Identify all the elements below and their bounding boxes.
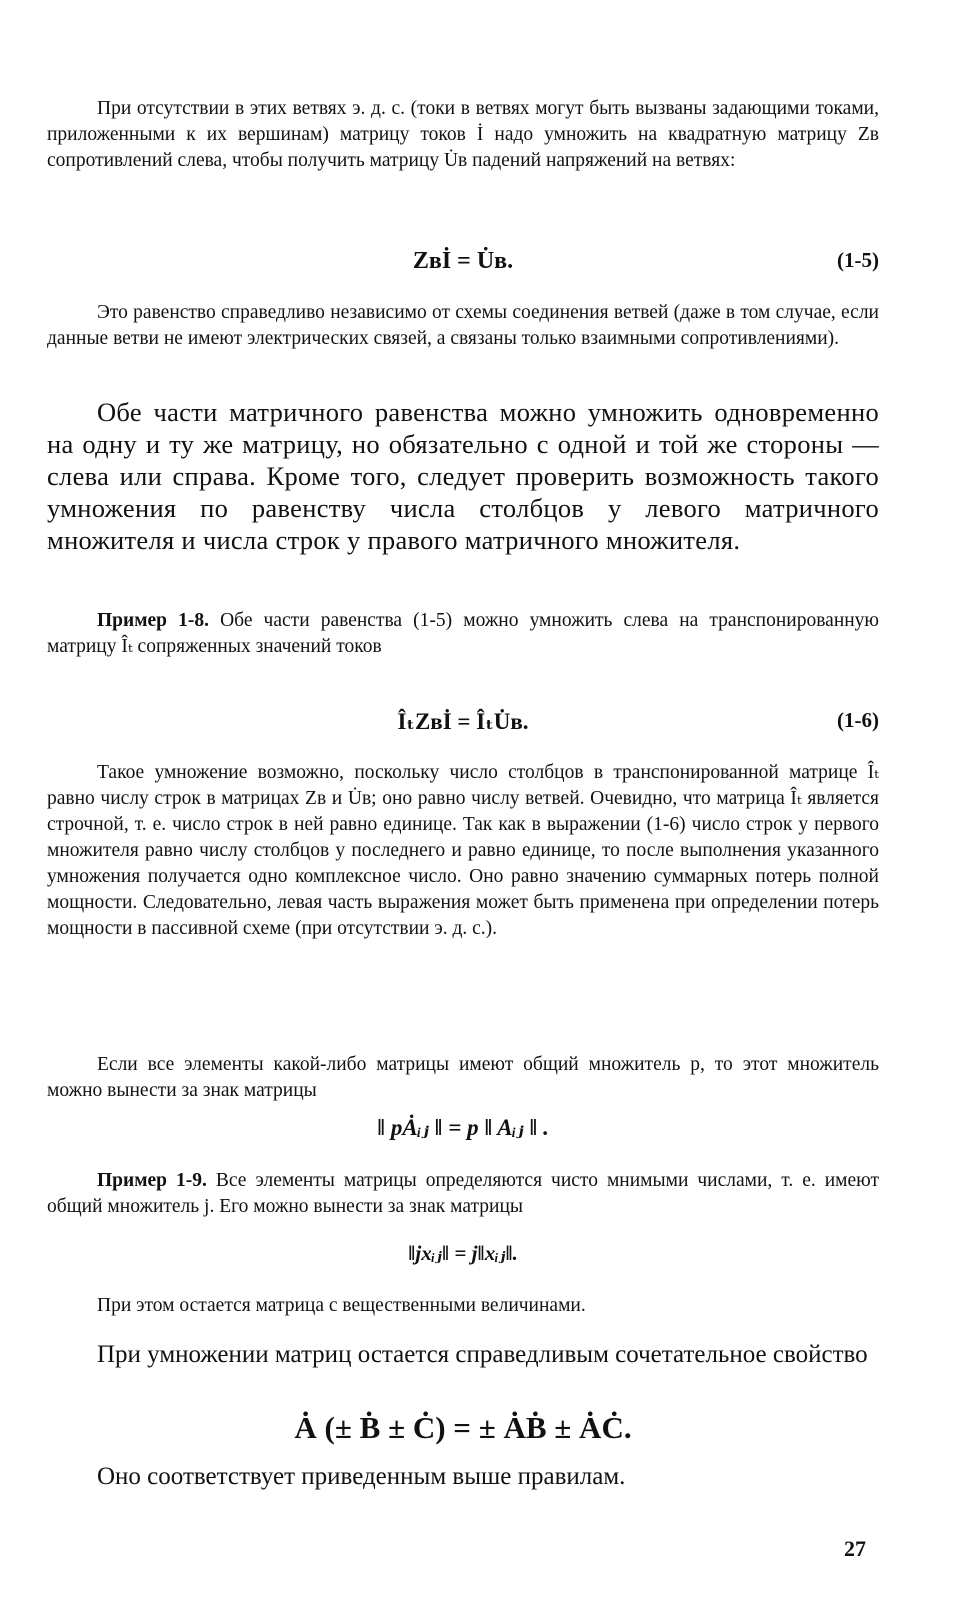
paragraph-equality-note: Это равенство справедливо независимо от схемы соединения ветвей (даже в том случае, если данные ветви не имеют электрических связей, а связаны только взаимными сопротивлениями). — [47, 302, 879, 349]
equation-formula: ÎₜZвİ = ÎₜU̇в. — [397, 709, 529, 734]
example-label: Пример 1-9. — [97, 1170, 207, 1191]
equation-common-factor: ‖ pȦᵢⱼ ‖ = p ‖ Aᵢⱼ ‖ . — [377, 1115, 549, 1140]
example-1-8 — [47, 608, 879, 660]
example-1-9 — [47, 1168, 879, 1220]
paragraph-multiplication-explanation: Такое умножение возможно, поскольку число столбцов в транспонированной матрице Îₜ равно числу строк в матрицах Zв и U̇в; оно равно числу ветвей. Очевидно, что матрица Îₜ является строчной, т. е. число строк в ней равно единице. Так как в выражении (1-6) число строк у первого множителя равно числу столбцов у последнего и равно единице, то после выполнения указанного умножения получается одно комплексное число. Оно равно значению суммарных потерь полной мощности. Следовательно, левая часть выражения может быть применена при определении потерь мощности в пассивной схеме (при отсутствии э. д. с.). — [47, 762, 879, 939]
example-text: Все элементы матрицы определяются чисто мнимыми числами, т. е. имеют общий множитель j. Его можно вынести за знак матрицы — [47, 1170, 880, 1217]
rule-associative-property: При умножении матриц остается справедливым сочетательное свойство — [97, 1341, 868, 1368]
equation-formula: Zвİ = U̇в. — [412, 248, 514, 274]
equation-1-5 — [47, 248, 879, 275]
paragraph-rules-correspond: Оно соответствует приведенным выше правилам. — [97, 1463, 626, 1490]
rule-matrix-equality: Обе части матричного равенства можно умножить одновременно на одну и ту же матрицу, но обязательно с одной и той же стороны — слева или справа. Кроме того, следует проверить возможность такого умножения по равенству числа столбцов у левого матричного множителя и числа строк у правого матричного множителя. — [47, 397, 879, 555]
equation-1-6 — [47, 708, 879, 735]
paragraph-real-values: При этом остается матрица с вещественными величинами. — [97, 1295, 586, 1316]
equation-imaginary-factor: ‖jxᵢⱼ‖ = j‖xᵢⱼ‖. — [408, 1241, 518, 1265]
equation-number: (1-5) — [837, 248, 879, 272]
example-label: Пример 1-8. — [97, 610, 209, 631]
paragraph-common-factor: Если все элементы какой-либо матрицы имеют общий множитель p, то этот множитель можно вынести за знак матрицы — [47, 1054, 879, 1101]
paragraph-intro: При отсутствии в этих ветвях э. д. с. (токи в ветвях могут быть вызваны задающими токами, приложенными к их вершинам) матрицу токов İ надо умножить на квадратную матрицу Zв сопротивлений слева, чтобы получить матрицу U̇в падений напряжений на ветвях: — [47, 98, 879, 171]
equation-number: (1-6) — [837, 708, 879, 732]
page-number: 27 — [844, 1536, 866, 1561]
equation-associative: Ȧ (± Ḃ ± Ċ) = ± ȦḂ ± ȦĊ. — [294, 1410, 632, 1445]
example-text: Обе части равенства (1-5) можно умножить слева на транспонированную матрицу Îₜ сопряженных значений токов — [47, 610, 880, 657]
